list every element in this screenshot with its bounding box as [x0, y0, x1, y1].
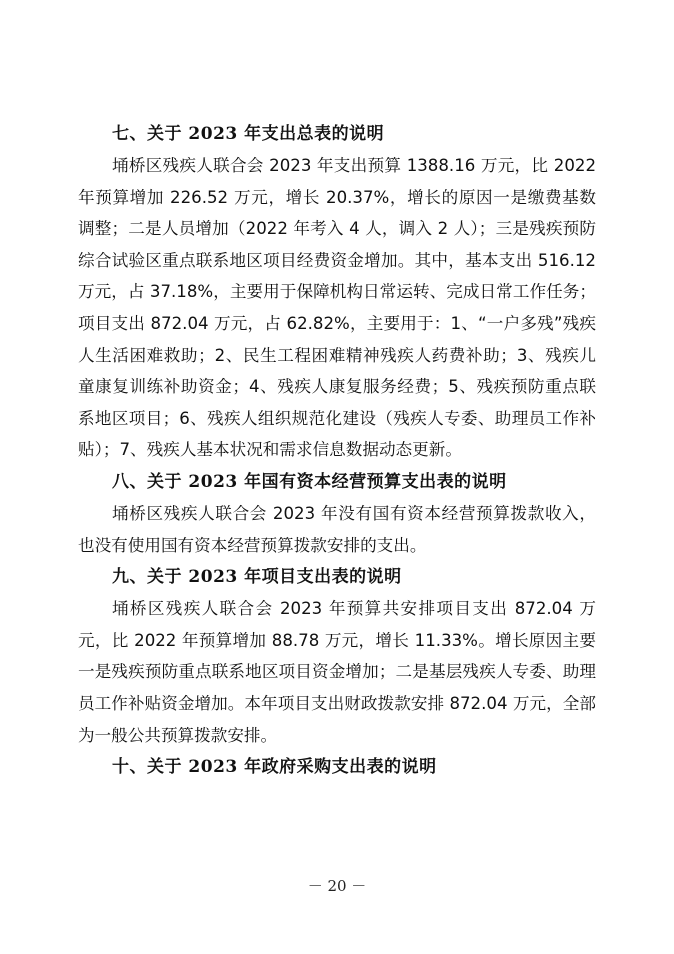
- page-content: [78, 118, 596, 783]
- section-heading-7: 七、关于 2023 年支出总表的说明: [112, 124, 385, 144]
- section-9-paragraph: 埇桥区残疾人联合会 2023 年预算共安排项目支出 872.04 万元，比 2022 年预算增加 88.78 万元，增长 11.33%。增长原因主要一是残疾预防重点联系地区项目资金增加；二是基层残疾人专委、助理员工作补贴资金增加。本年项目支出财政拨款安排 872.04 万元，全部为一般公共预算拨款安排。: [78, 599, 596, 745]
- section-8-paragraph: 埇桥区残疾人联合会 2023 年没有国有资本经营预算拨款收入，也没有使用国有资本经营预算拨款安排的支出。: [78, 503, 596, 555]
- section-7-paragraph: 埇桥区残疾人联合会 2023 年支出预算 1388.16 万元，比 2022 年预算增加 226.52 万元，增长 20.37%，增长的原因一是缴费基数调整；二是人员增加（2022 年考入 4 人，调入 2 人）；三是残疾预防综合试验区重点联系地区项目经费资金增加。其中，基本支出 516.12 万元，占 37.18%，主要用于保障机构日常运转、完成日常工作任务；项目支出 872.04 万元，占 62.82%，主要用于：1、“一户多残”残疾人生活困难救助；2、民生工程困难精神残疾人药费补助；3、残疾儿童康复训练补助资金；4、残疾人康复服务经费；5、残疾预防重点联系地区项目；6、残疾人组织规范化建设（残疾人专委、助理员工作补贴）；7、残疾人基本状况和需求信息数据动态更新。: [78, 156, 596, 460]
- page-number: － 20 －: [307, 877, 367, 895]
- section-heading-10: 十、关于 2023 年政府采购支出表的说明: [112, 757, 437, 778]
- section-heading-9: 九、关于 2023 年项目支出表的说明: [112, 567, 402, 588]
- section-heading-8: 八、关于 2023 年国有资本经营预算支出表的说明: [112, 471, 507, 492]
